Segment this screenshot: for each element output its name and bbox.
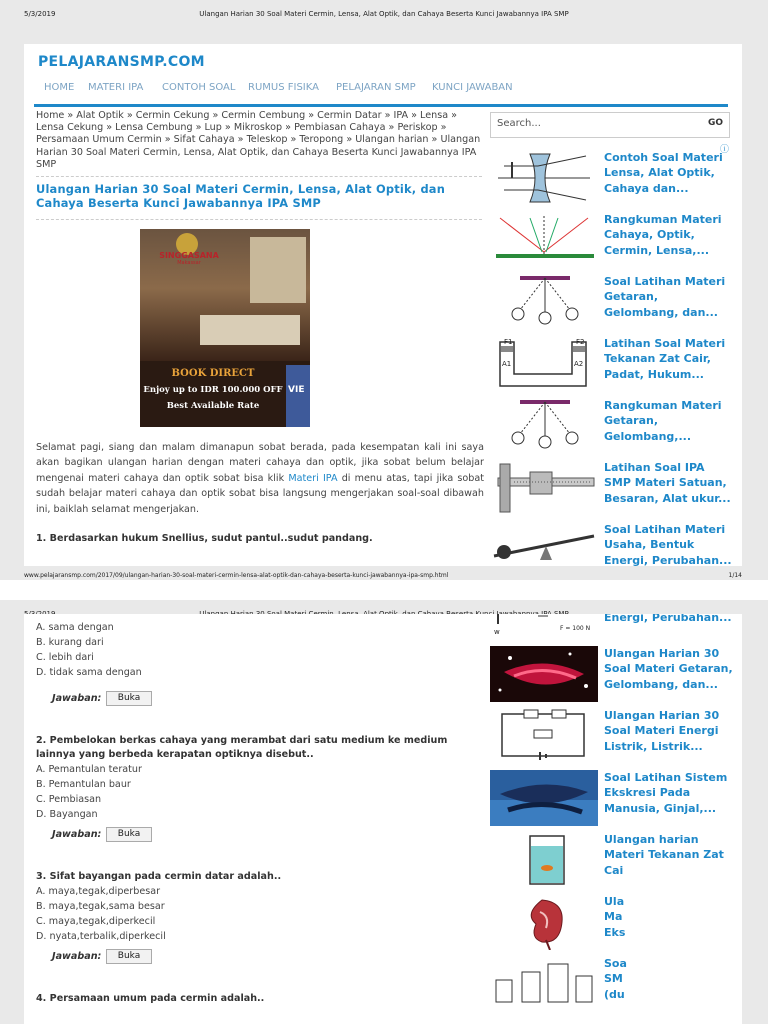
related-post-title[interactable]: Soal Latihan Materi Usaha, Bentuk Energi, Perubahan... [604,523,732,566]
related-post[interactable] [490,336,734,398]
q2-answer-label: Jawaban: [52,829,102,840]
diagram-w-label: w [494,628,500,636]
question-2: 2. Pembelokan berkas cahaya yang merambat dari satu medium ke medium lainnya yang berbeda kerapatan optiknya disebut.. [36,735,448,761]
print-doc-title: Ulangan Harian 30 Soal Materi Cermin, Lensa, Alat Optik, dan Cahaya Beserta Kunci Jawabannya IPA SMP [199,10,569,18]
lens-diagram-thumbnail [490,150,598,206]
ad-bed [200,315,300,345]
ad-brand-name: SINGGASANA [159,251,219,260]
lever-thumbnail-cut [490,614,598,638]
nav-contoh-soal[interactable]: CONTOH SOAL [162,82,236,93]
info-icon[interactable]: ⓘ [720,145,730,155]
print-date: 5/3/2019 [24,10,56,18]
water-tank-thumbnail [490,832,598,888]
related-post[interactable] [490,708,734,770]
nav-pelajaran-smp[interactable]: PELAJARAN SMP [336,82,416,93]
ad-brand-city: Makassar [177,260,201,266]
print-page-number: 1/14 [728,572,742,579]
pendulum-thumbnail [490,274,598,330]
divider [36,219,482,221]
related-post[interactable] [490,398,734,460]
q1-option-d: D. tidak sama dengan [36,667,142,678]
ad-offer: Enjoy up to IDR 100.000 OFF [143,385,283,395]
divider [36,176,482,178]
q2-option-d: D. Bayangan [36,809,98,820]
q3-reveal-answer-button[interactable]: Buka [106,949,152,964]
q3-option-d: D. nyata,terbalik,diperkecil [36,931,166,942]
related-post[interactable] [490,894,734,956]
related-post-title[interactable]: Ula Ma Eks [604,895,626,939]
q1-option-c: C. lebih dari [36,652,94,663]
q2-option-b: B. Pemantulan baur [36,779,131,790]
circuit-thumbnail [490,708,598,764]
ad-window [250,237,306,303]
related-post[interactable] [490,274,734,336]
question-4: 4. Persamaan umum pada cermin adalah.. [36,993,265,1004]
diagram-force-label: F = 100 N [560,625,591,632]
print-url: www.pelajaransmp.com/2017/09/ulangan-harian-30-soal-materi-cermin-lensa-alat-optik-dan-cahaya-beserta-kunci-jawabannya-ipa-smp.html [24,572,449,579]
question-1: 1. Berdasarkan hukum Snellius, sudut pantul..sudut pandang. [36,533,373,544]
q2-option-c: C. Pembiasan [36,794,102,805]
hydraulic-press-thumbnail [490,336,598,392]
q3-option-c: C. maya,tegak,diperkecil [36,916,156,927]
q2-option-a: A. Pemantulan teratur [36,764,142,775]
intro-paragraph [36,440,484,517]
diagram-f2-label: F2 [576,338,585,346]
q1-reveal-answer-button[interactable]: Buka [106,691,152,706]
q1-option-b: B. kurang dari [36,637,104,648]
q3-answer-label: Jawaban: [52,951,102,962]
hotel-ad-banner[interactable] [140,229,310,427]
pelajaran-smp-blue-logo-thumbnail [490,770,598,826]
cubes-thumbnail [490,956,598,1012]
refraction-thumbnail [490,212,598,268]
nav-kunci-jawaban[interactable]: KUNCI JAWABAN [432,82,513,93]
related-post-title[interactable]: Contoh Soal Materi Lensa, Alat Optik, Cahaya dan... [604,151,723,195]
q1-option-a: A. sama dengan [36,622,114,633]
main-nav [34,82,728,107]
related-post-title[interactable]: Rangkuman Materi Cahaya, Optik, Cermin, Lensa,... [604,213,722,257]
diagram-f1-label: F1 [504,338,513,346]
diagram-a1-label: A1 [502,360,512,368]
related-post[interactable] [490,956,734,1018]
intro-text-2: di menu atas, tapi jika sobat sudah belajar materi cahaya dan optik sobat bisa langsung mengerjakan soal-soal dibawah ini, baiklah selamat mengerjakan. [36,472,484,515]
caliper-thumbnail [490,460,598,516]
search-box[interactable] [490,112,730,138]
related-post-title[interactable]: Ulangan Harian 30 Soal Materi Getaran, Gelombang, dan... [604,647,733,691]
question-3: 3. Sifat bayangan pada cermin datar adalah.. [36,871,282,882]
related-post[interactable] [490,212,734,274]
article-title: Ulangan Harian 30 Soal Materi Cermin, Lensa, Alat Optik, dan Cahaya Beserta Kunci Jawabannya IPA SMP [36,182,445,210]
breadcrumb[interactable]: Home » Alat Optik » Cermin Cekung » Cermin Cembung » Cermin Datar » IPA » Lensa » Lensa Cekung » Lensa Cembung » Lup » Mikroskop » Pembiasan Cahaya » Periskop » Persamaan Umum Cermin » Sifat Cahaya » Teleskop » Teropong » Ulangan harian » Ulangan Harian 30 Soal Materi Cermin, Lensa, Alat Optik, dan Cahaya Beserta Kunci Jawabannya IPA SMP [36,110,481,170]
related-post-title[interactable]: Latihan Soal Materi Tekanan Zat Cair, Padat, Hukum... [604,337,726,381]
related-post-title[interactable]: Rangkuman Materi Getaran, Gelombang,... [604,399,722,443]
nav-materi-ipa[interactable]: MATERI IPA [88,82,144,93]
related-post-title[interactable]: Soa SM (du [604,957,627,1001]
related-post-cut[interactable] [490,614,734,640]
materi-ipa-link[interactable]: Materi IPA [288,472,338,484]
q1-answer-label: Jawaban: [52,693,102,704]
web-page-continued [24,614,742,1024]
search-input[interactable]: Search... [497,118,541,129]
related-post-title[interactable]: Soal Latihan Sistem Ekskresi Pada Manusia, Ginjal,... [604,771,728,815]
ad-rate: Best Available Rate [166,401,260,411]
page-gap [0,580,768,600]
q3-option-a: A. maya,tegak,diperbesar [36,886,161,897]
nav-home[interactable]: HOME [44,82,75,93]
pelajaran-smp-logo-thumbnail [490,646,598,702]
lever-thumbnail [490,522,598,566]
site-logo[interactable]: PELAJARANSMP.COM [38,54,205,70]
pendulum-thumbnail [490,398,598,454]
related-post[interactable] [490,522,734,566]
kidney-thumbnail [490,894,598,950]
diagram-a2-label: A2 [574,360,584,368]
related-post[interactable] [490,832,734,894]
web-page [24,44,742,566]
q2-reveal-answer-button[interactable]: Buka [106,827,152,842]
ad-view-button[interactable]: VIE [286,365,310,427]
ad-brand [144,251,234,266]
related-post-title[interactable]: Soal Latihan Materi Getaran, Gelombang, dan... [604,275,726,319]
nav-rumus-fisika[interactable]: RUMUS FISIKA [248,82,319,93]
ad-book-direct: BOOK DIRECT [171,368,255,379]
q3-option-b: B. maya,tegak,sama besar [36,901,165,912]
related-post-title[interactable]: Ulangan Harian 30 Soal Materi Energi Listrik, Listrik... [604,709,720,753]
pdf-page-2 [0,600,768,1024]
related-post[interactable] [490,460,734,522]
related-post-title-cut[interactable]: Energi, Perubahan... [604,614,732,624]
related-post[interactable] [490,150,734,212]
related-post-title[interactable]: Latihan Soal IPA SMP Materi Satuan, Besaran, Alat ukur... [604,461,731,505]
related-post[interactable] [490,770,734,832]
related-post-title[interactable]: Ulangan harian Materi Tekanan Zat Cai [604,833,724,877]
related-post[interactable] [490,646,734,708]
search-go-button[interactable]: GO [707,118,723,128]
intro-text-1: Selamat pagi, siang dan malam dimanapun sobat berada, pada kesempatan kali ini saya akan bagikan ulangan harian dengan materi cahaya dan optik, jika sobat belum belajar mengenai materi cahaya dan optik sobat bisa klik [36,442,484,484]
